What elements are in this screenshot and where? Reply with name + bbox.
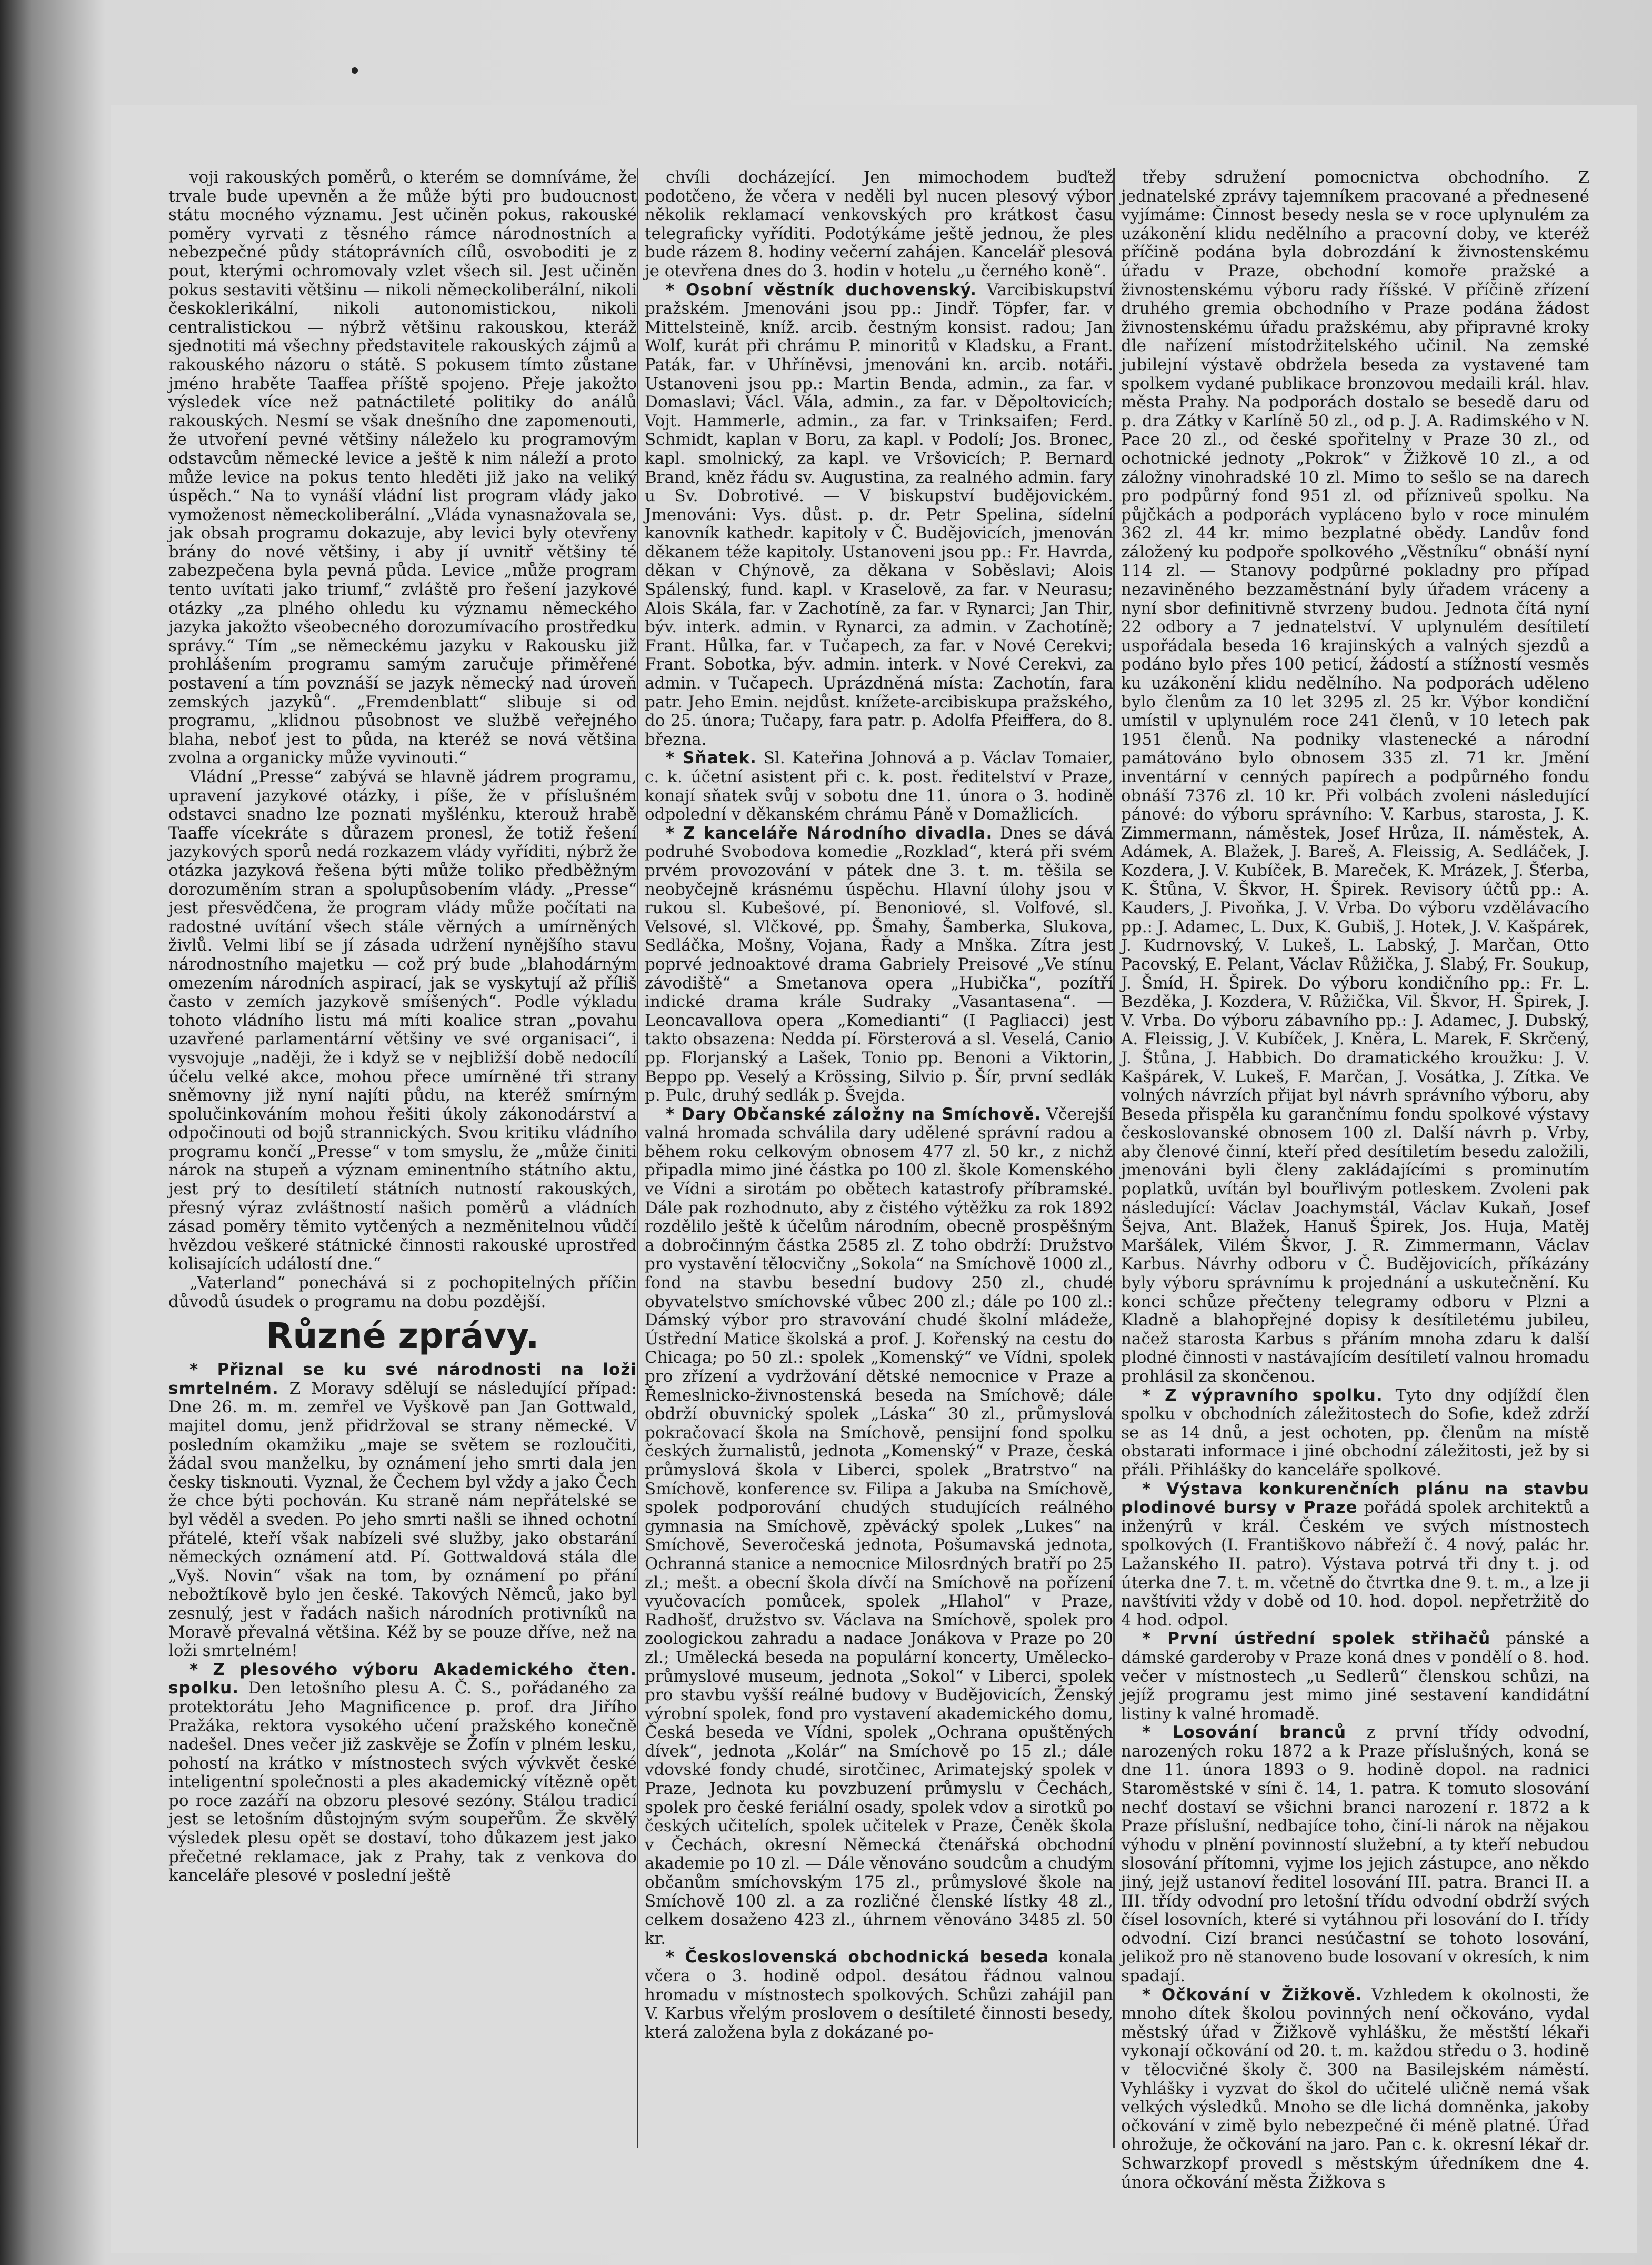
article-paragraph <box>1121 1480 1589 1630</box>
column-rule <box>637 168 638 2148</box>
article-headline: * Československá obchodnická beseda <box>666 1948 1049 1967</box>
article-text: Vzhledem k okolnosti, že mnoho dítek školou povinných není očkováno, vydal městský úřad v Žižkově vyhlášku, že městští lékaři vykonají očkování od 20. t. m. každou středu o 3. hodině v tělocvičné školy č. 300 na Basilejském náměstí. Vyhlášky i vyzvat do škol do učitelé uličně nemá však velkých výsledků. Mnoho se dle lichá domněnka, jakoby očkování v zimě bylo nebezpečné či méně platné. Úřad ohrožuje, že očkování na jaro. Pan c. k. okresní lékař dr. Schwarzkopf provedl s městským úředníkem dne 4. února očkování města Žižkova s <box>1121 1985 1589 2192</box>
article-headline: * Z kanceláře Národního divadla. <box>666 823 993 843</box>
article-paragraph <box>645 168 1113 281</box>
article-paragraph <box>645 1105 1113 1949</box>
article-headline: * Osobní věstník duchovenský. <box>666 280 977 300</box>
article-text: chvíli docházející. Jen mimochodem buďtež podotčeno, že včera v neděli byl nucen plesový výbor několik reklamací venkovských pro krátkost času telegraficky vyříditi. Podotýkáme ještě jednou, že ples bude rázem 8. hodiny večerní zahájen. Kancelář plesová je otevřena dnes do 3. hodin v hotelu „u černého koně“. <box>645 168 1113 281</box>
article-paragraph <box>168 168 637 768</box>
article-paragraph <box>645 281 1113 750</box>
article-paragraph <box>1121 1986 1589 2192</box>
article-text: Z Moravy sdělují se následující případ: Dne 26. m. m. zemřel ve Vyškově pan Jan Gottwald, majitel domu, jenž přidržoval se strany německé. V posledním okamžiku „maje se světem se rozloučiti, žádal svou manželku, by oznámení jeho smrti dala jen česky tisknouti. Vyznal, že Čechem byl vždy a jako Čech že chce býti pochován. Ku straně nám nepřátelské se byl věděl a sveden. Po jeho smrti našli se ihned ochotní přátelé, kteří však nabízeli své služby, jako obstarání německých oznámení atd. Pí. Gottwaldová stála dle „Vyš. Novin“ však na tom, by oznámení po přání nebožtíkově bylo jen české. Takových Němců, jako byl zesnulý, jest v řadách našich národních protivníků na Moravě převalná většina. Kéž by se pouze dříve, než na loži smrtelném! <box>168 1379 637 1661</box>
article-headline: * Očkování v Žižkově. <box>1142 1985 1363 2004</box>
section-heading: Různé zprávy. <box>266 1315 539 1356</box>
article-text: Den letošního plesu A. Č. S., pořádaného za protektorátu Jeho Magnificence p. prof. dra Jiřího Pražáka, rektora vysokého učení pražského konečně nadešel. Dnes večer již zaskvěje se Žofín v plném lesku, pohostí na krátko v místnostech svých vývkvět české inteligentní společnosti a ples akademický vítězně opět po roce zazáří na obzoru plesové sezóny. Stálou tradicí jest se letošním důstojným svým soupeřům. Že skvělý výsledek plesu opět se dostaví, toho důkazem jest jako přečetné reklamace, jak z Prahy, tak z venkova do kanceláře plesové v poslední ještě <box>168 1679 637 1885</box>
article-text: Varcibiskupství pražském. Jmenováni jsou pp.: Jindř. Töpfer, far. v Mittelsteině, kníž. arcib. čestným konsist. radou; Jan Wolf, kurát při chrámu P. minoritů v Kladsku, a Frant. Paták, far. v Uhříněvsi, jmenováni kn. arcib. notáři. Ustanoveni jsou pp.: Martin Benda, admin., za far. v Domaslavi; Václ. Vála, admin., za far. v Děpoltovicích; Vojt. Hammerle, admin., za far. v Trinksaifen; Ferd. Schmidt, kaplan v Boru, za kapl. v Podolí; Jos. Bronec, kapl. smolnický, za kapl. ve Vršovicích; P. Bernard Brand, kněz řádu sv. Augustina, za realného admin. fary u Sv. Dobrotivé. — V biskupství budějovickém. Jmenováni: Vys. důst. p. dr. Petr Spelina, sídelní kanovník kathedr. kapitoly v Č. Budějovicích, jmenován děkanem téže kapitoly. Ustanoveni jsou pp.: Fr. Havrda, děkan v Chýnově, za děkana v Soběslavi; Alois Spálenský, fund. kapl. v Kraselově, za far. v Neurasu; Alois Skála, far. v Zachotíně, za far. v Rynarci; Jan Thir, býv. interk. admin. v Rynarci, za admin. v Zachotíně; Frant. Hůlka, far. v Tučapech, za far. v Nové Cerekvi; Frant. Sobotka, býv. admin. interk. v Nové Cerekvi, za admin. v Tučapech. Uprázdněná místa: Zachotín, fara patr. Jeho Emin. nejdůst. knížete-arcibiskupa pražského, do 25. února; Tučapy, fara patr. p. Adolfa Pfeiffera, do 8. března. <box>645 280 1113 749</box>
article-paragraph <box>1121 1723 1589 1985</box>
article-paragraph <box>168 1361 637 1661</box>
article-headline: * První ústřední spolek střihačů <box>1142 1629 1491 1649</box>
article-text: konala včera o 3. hodině odpol. desátou řádnou valnou hromadu v místnostech spolkových. Schůzi zahájil pan V. Karbus vřelým proslovem o desítileté činnosti besedy, která založena byla z dokázané po- <box>645 1948 1113 2042</box>
article-text: z první třídy odvodní, narozených roku 1872 a k Praze příslušných, koná se dne 11. února 1893 o 9. hodině dopol. na radnici Staroměstské v síni č. 14, 1. patra. K tomuto slosování nechť dostaví se všichni branci narození r. 1872 a k Praze příslušní, nedbajíce toho, činí-li nárok na nějakou výhodu v plnění povinností služební, a ty kteří nebudou slosování přítomni, vyjme los jejich zástupce, ano někdo jiný, jejž ustanoví ředitel losování III. patra. Branci II. a III. třídy odvodní pro letošní třídu odvodní obdrží svých čísel losovních, které si vytáhnou při losování do I. třídy odvodní. Cizí branci nesúčastní se tohoto losování, jelikož pro ně stanoveno bude losovaní v okresích, k nim spadají. <box>1121 1723 1589 1985</box>
article-headline: * Přiznal se ku své národnosti na loži smrtelném. <box>168 1360 637 1398</box>
article-paragraph <box>1121 1386 1589 1480</box>
article-headline: * Výstava konkurenčních plánu na stavbu plodinové bursy v Praze <box>1121 1479 1589 1518</box>
article-text: Sl. Kateřina Johnová a p. Václav Tomaier, c. k. účetní asistent při c. k. post. ředitelství v Praze, konají sňatek svůj v sobotu dne 11. února o 3. hodině odpolední v děkanském chrámu Páně v Domažlicích. <box>645 749 1114 824</box>
article-text: pánské a dámské garderoby v Praze koná dnes v pondělí o 8. hod. večer v místnostech „u Sedlerů“ členskou schůzi, na jejíž programu jest mimo jiné sestavení kandidátní listiny k valné hromadě. <box>1121 1629 1590 1723</box>
article-text: „Vaterland“ ponechává si z pochopitelných příčin důvodů úsudek o programu na dobu pozdější. <box>168 1273 637 1311</box>
article-paragraph <box>168 768 637 1274</box>
article-paragraph <box>645 1948 1113 2042</box>
article-headline: * Sňatek. <box>666 749 757 768</box>
article-text: Včerejší valná hromada schválila dary udělené správní radou a během roku celkovým obnosem 477 zl. 50 kr., z nichž připadla mimo jiné částka po 100 zl. škole Komenského ve Vídni a sirotám po obětech katastrofy příbramské. Dále pak rozhodnuto, aby z čistého výtěžku za rok 1892 rozdělilo ještě k účelům národním, obecně prospěšným a dobročinným částka 2585 zl. Z toho obdrží: Družstvo pro vystavění tělocvičny „Sokola“ na Smíchově 1000 zl., fond na stavbu besední budovy 250 zl., chudé obyvatelstvo smíchovské vůbec 200 zl.; dále po 100 zl.: Dámský výbor pro stravování chudé školní mládeže, Ústřední Matice školská a prof. J. Kořenský na cestu do Chicaga; po 50 zl.: spolek „Komenský“ ve Vídni, spolek pro zřízení a vydržování dětské nemocnice v Praze a Řemeslnicko-živnostenská beseda na Smíchově; dále obdrží obuvnický spolek „Láska“ 30 zl., průmyslová pokračovací škola na Smíchově, pensijní fond spolku českých žurnalistů, jednota „Komenský“ v Praze, česká průmyslová škola v Liberci, spolek „Bratrstvo“ na Smíchově, konference sv. Filipa a Jakuba na Smíchově, spolek podporování chudých studujících reálného gymnasia na Smíchově, zpěvácký spolek „Lukes“ na Smíchově, Severočeská jednota, Pošumavská jednota, Ochranná stanice a nemocnice Milosrdných bratří po 25 zl.; mešt. a obecní škola dívčí na Smíchově na pořízení vyučovacích pomůcek, spolek „Hlahol“ v Praze, Radhošť, družstvo sv. Václava na Smíchově, spolek pro zoologickou zahradu a nadace Jonákova v Praze po 20 zl.; Umělecká beseda na populární koncerty, Umělecko-průmyslové museum, jednota „Sokol“ v Liberci, spolek pro stavbu vyšší reálné budovy v Budějovicích, Ženský výrobní spolek, fond pro vystavení akademického domu, Česká beseda ve Vídni, spolek „Ochrana opuštěných dívek“, jednota „Kolár“ na Smíchově po 15 zl.; dále vdovské fondy chudé, sirotčinec, Arimatejský spolek v Praze, Jednota ku povzbuzení průmyslu v Čechách, spolek pro české feriální osady, spolek vdov a sirotků po českých učitelích, spolek učitelek v Praze, Čeněk škola v Čechách, okresní Německá čtenářská obchodní akademie po 10 zl. — Dále věnováno soudcům a chudým občanům smíchovským 175 zl., průmyslové škole na Smíchově 100 zl. a za rozličné členské lístky 48 zl., celkem dosaženo 423 zl., úhrnem věnováno 3485 zl. 50 kr. <box>645 1104 1113 1948</box>
article-paragraph <box>168 1274 637 1311</box>
article-paragraph <box>645 749 1113 824</box>
article-paragraph <box>645 824 1113 1105</box>
article-text: pořádá spolek architektů a inženýrů v král. Českém ve svých místnostech spolkových (I. Františkovo nábřeží č. 4 nový, palác hr. Lažanského II. patro). Výstava potrvá tři dny t. j. od úterka dne 7. t. m. včetně do čtvrtka dne 9. t. m., a lze ji navštíviti vždy v době od 10. hod. dopol. nepřetržitě do 4 hod. odpol. <box>1121 1498 1589 1630</box>
ink-mark <box>352 67 358 74</box>
column-1 <box>168 168 637 2148</box>
article-text: Dnes se dává podruhé Svobodova komedie „Rozklad“, která při svém prvém provozování v pátek dne 3. t. m. těšila se neobyčejně krásnému úspěchu. Hlavní úlohy jsou v rukou sl. Kubešové, pí. Benoniové, sl. Volfové, sl. Velsové, sl. Vlčkové, pp. Šmahy, Šamberka, Slukova, Sedláčka, Mošny, Vojana, Řady a Mnška. Zítra jest poprvé jednoaktové drama Gabriely Preisové „Ve stínu závodiště“ a Smetanova opera „Hubička“, pozítří indické drama krále Sudraky „Vasantasena“. — Leoncavallova opera „Komedianti“ (I Pagliacci) jest takto obsazena: Nedda pí. Försterová a sl. Veselá, Canio pp. Florjanský a Lašek, Tonio pp. Benoni a Viktorin, Beppo pp. Veselý a Krössing, Silvio p. Šír, první sedlák p. Pulc, druhý sedlák p. Švejda. <box>645 823 1113 1105</box>
article-headline: * Losování branců <box>1142 1723 1347 1742</box>
column-2 <box>645 168 1113 2148</box>
article-paragraph <box>168 1661 637 1885</box>
article-headline: * Dary Občanské záložny na Smíchově. <box>666 1104 1042 1124</box>
article-text: voji rakouských poměrů, o kterém se domníváme, že trvale bude upevněn a že může býti pro budoucnost státu mocného významu. Jest učiněn pokus, rakouské poměry vyrvati z těsného rámce národnostních a nebezpečné půdy státoprávních cílů, osvoboditi je z pout, kterými ochromovaly vzlet všech sil. Jest učiněn pokus sestaviti většinu — nikoli německoliberální, nikoli českoklerikální, nikoli autonomistickou, nikoli centralistickou — nýbrž většinu rakouskou, kteráž sjednotiti má všechny představitele rakouských zájmů a rakouského názoru o státě. S pokusem tímto zůstane jméno hraběte Taaffea příště spojeno. Přeje jakožto výsledek více než patnáctileté politiky do análů rakouských. Nesmí se však dnešního dne zapomenouti, že utvoření pevné většiny náleželo ku programovým odstavcům německé levice a ještě k nim náleží a proto může levice na pokus tento hleděti již jako na veliký úspěch.“ Na to vynáší vládní list program vlády jako vymoženost německoliberální. „Vláda vynasnažovala se, jak obsah programu dokazuje, aby levici byly otevřeny brány do nové většiny, i aby jí uvnitř většiny té zabezpečena byla pevná půda. Levice „může program tento uvítati jako triumf,“ zvláště pro řešení jazykové otázky „za plného ohledu ku významu německého jazyka jakožto všeobecného dorozumívacího prostředku správy.“ Tím „se německému jazyku v Rakousku již prohlášením programu samým zaručuje přiměřené postavení a tím povznáší se jazyk německý nad úroveň zemských jazyků“. „Fremdenblatt“ slibuje si od programu, „klidnou působnost ve službě veřejného blaha, neboť jest to půda, na kteréž se nová většina zvolna a organicky může vyvinouti.“ <box>168 168 637 768</box>
column-3 <box>1121 168 1590 2192</box>
article-text: Tyto dny odjíždí člen spolku v obchodních záležitostech do Sofie, kdež zdrží se as 14 dnů, a jest ochoten, pp. členům na místě obstarati informace i jiné obchodní záležitosti, jež by si přáli. Přihlášky do kanceláře spolkové. <box>1121 1385 1589 1480</box>
article-headline: * Z výpravního spolku. <box>1142 1385 1383 1405</box>
article-headline: * Z plesového výboru Akademického čten. spolku. <box>168 1660 637 1698</box>
article-text: třeby sdružení pomocnictva obchodního. Z jednatelské zprávy tajemníkem pracované a přednesené vyjímáme: Činnost besedy nesla se v roce uplynulém za uzákonění klidu nedělního a pracovní doby, ve kteréž příčině podána byla dobrozdání k živnostenskému úřadu v Praze, obchodní komoře pražské a živnostenskému výboru rady říšské. V příčině zřízení druhého gremia obchodního v Praze podána žádost živnostenskému úřadu pražskému, aby připravné kroky dle nařízení místodržitelského učinil. Na zemské jubilejní výstavě obdržela beseda za vystavené tam spolkem vydané publikace bronzovou medaili král. hlav. města Prahy. Na podporách dostalo se besedě daru od p. dra Zátky v Karlíně 50 zl., od p. J. A. Radimského v N. Pace 20 zl., od české spořitelny v Praze 30 zl., od ochotnické jednoty „Pokrok“ v Žižkově 10 zl., a od záložny vinohradské 10 zl. Mimo to sešlo se na darech pro podpůrný fond 951 zl. od přízniveů spolku. Na půjčkách a podporách vypláceno bylo v roce minulém 362 zl. 44 kr. mimo bezplatné obědy. Landův fond záložený ku podpoře spolkového „Věstníku“ obnáší nyní 114 zl. — Stanovy podpůrné pokladny pro případ nezaviněného bezzaměstnání byly úřadem vráceny a nyní sbor definitivně stvrzeny budou. Jednota čítá nyní 22 odbory a 7 jednatelství. V uplynulém desítiletí uspořádala beseda 16 krajinských a valných sjezdů a podáno bylo přes 100 peticí, žádostí a stížností vesměs ku uzákonění klidu nedělního. Na podporách uděleno bylo členům za 10 let 3295 zl. 25 kr. Výbor kondiční umístil v uplynulém roce 241 členů, v 10 letech pak 1951 členů. Na podniky vlastenecké a národní památováno bylo obnosem 335 zl. 71 kr. Jmění inventární v cenných papírech a podpůrného fondu obnáší 7376 zl. 10 kr. Při volbách zvoleni následující pánové: do výboru správního: V. Karbus, starosta, J. K. Zimmermann, náměstek, Josef Hrůza, II. náměstek, A. Adámek, A. Blažek, J. Bareš, A. Fleissig, A. Sedláček, J. Kozdera, J. V. Kubíček, B. Mareček, K. Mrázek, J. Šťerba, K. Štůna, V. Škvor, H. Špirek. Revisory účtů pp.: A. Kauders, J. Pivoňka, J. V. Vrba. Do výboru vzdělávacího pp.: J. Adamec, L. Dux, K. Gubiš, J. Hotek, J. V. Kašpárek, J. Kudrnovský, V. Lukeš, L. Labský, J. Marčan, Otto Pacovský, E. Pelant, Václav Růžička, J. Slabý, Fr. Soukup, J. Šmíd, H. Špirek. Do výboru kondičního pp.: Fr. L. Bezděka, J. Kozdera, V. Růžička, Vil. Škvor, H. Špirek, J. V. Vrba. Do výboru zábavního pp.: J. Adamec, J. Dubský, A. Fleissig, J. V. Kubíček, J. Kněra, L. Marek, F. Skrčený, J. Štůna, J. Habbich. Do dramatického kroužku: J. V. Kašpárek, V. Lukeš, F. Marčan, J. Vosátka, J. Zítka. Ve volných návrzích přijat byl návrh správního výboru, aby Beseda přispěla ku garančnímu fondu spolkové výstavy českoslovanské obnosem 100 zl. Další návrh p. Vrby, aby členové činní, kteří před desítiletím besedu založili, jmenováni byli členy zakládajícími s prominutím poplatků, uvítán byl bouřlivým potleskem. Zvoleni pak následující: Václav Joachymstál, Václav Kukaň, Josef Šejva, Ant. Blažek, Hanuš Špirek, Jos. Huja, Matěj Maršálek, Vilém Škvor, J. R. Zimmermann, Václav Karbus. Návrhy odboru v Č. Budějovicích, příkázány byly výboru správnímu k projednání a uskutečnění. Ku konci schůze přečteny telegramy odboru v Plzni a Kladně a blahopřejné dopisy k desítiletému jubileu, načež starosta Karbus s přáním mnoha zdaru k další plodné činnosti v nastávajícím desítiletí valnou hromadu prohlásil za skončenou. <box>1121 168 1589 1386</box>
article-paragraph <box>1121 168 1589 1386</box>
article-paragraph <box>1121 1630 1589 1723</box>
column-rule <box>1113 168 1115 2148</box>
article-text: Vládní „Presse“ zabývá se hlavně jádrem programu, upravení jazykové otázky, i píše, že v příslušném odstavci snadno lze poznati myšlénku, kterouž hrabě Taaffe vícekráte s důrazem pronesl, že totiž řešení jazykových sporů nedá rozkazem vlády vyříditi, nýbrž že otázka jazyková řešena býti může toliko předběžným dorozuměním stran a spolupůsobením vlády. „Presse“ jest přesvědčena, že program vlády může počítati na radostné uvítání všech stále věrných a umírněných živlů. Velmi libí se jí zásada udržení nynějšího stavu národnostního majetku — což prý bude „blahodárným omezením národních aspirací, jak se vyskytují až příliš často v zemích jazykově smíšených“. Podle výkladu tohoto vládního listu má míti koalice stran „povahu uzavřené parlamentární většiny ve své organisaci“, i vysvojuje „naději, že i když se v nejbližší době nedocílí účelu velké akce, mohou přece umírněné tři strany sněmovny již nyní najíti půdu, na kteréž smírným spolučinkováním mohou řešiti úkoly zákonodárství a odpočinouti od bojů strannických. Svou kritiku vládního programu končí „Presse“ v tom smyslu, že „může činiti nárok na stupeň a význam eminentního státního aktu, jest prý to desítiletí státních nutností rakouských, přesný výraz zvláštností našich poměrů a vládních zásad poměry těmito vytčených a nezměnitelnou vůdčí hvězdou veškeré státnické činnosti rakouské uprostřed kolisajících událostí dne.“ <box>168 767 637 1274</box>
